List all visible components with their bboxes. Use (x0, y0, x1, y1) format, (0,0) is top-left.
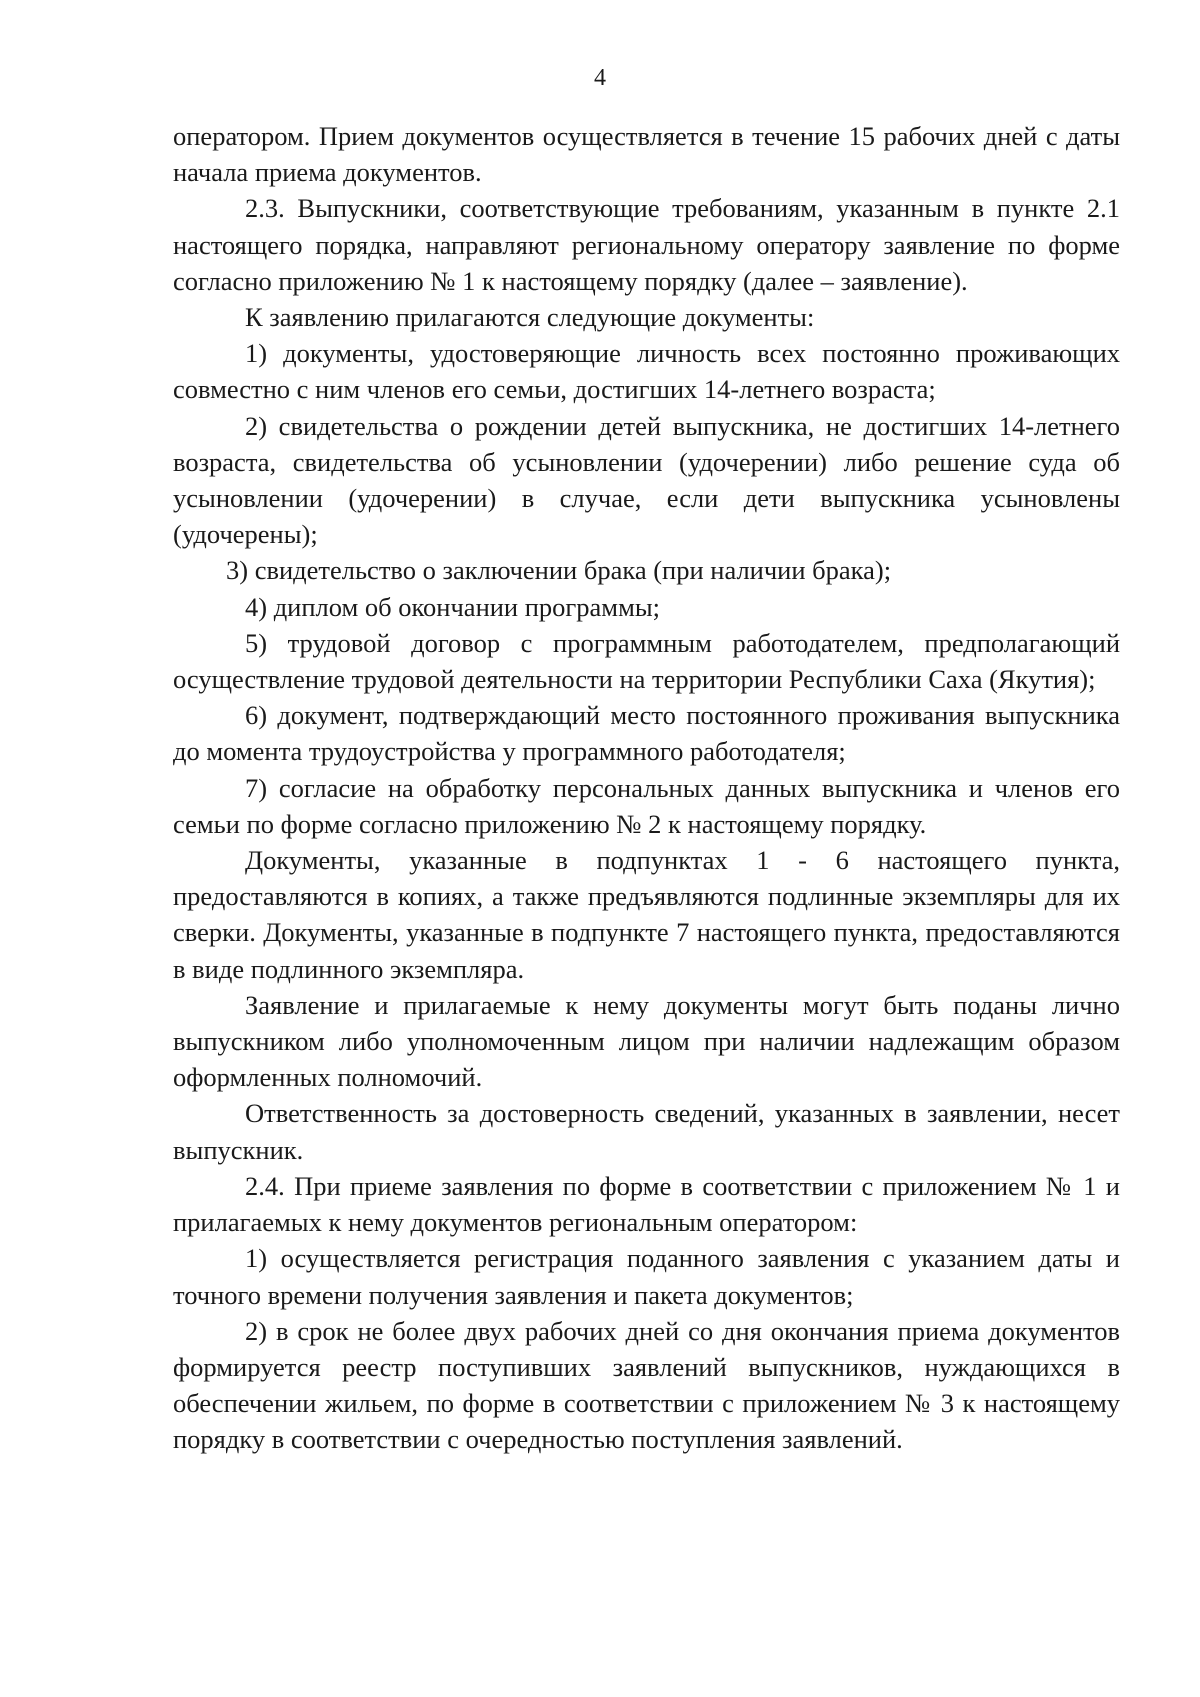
page-number: 4 (594, 65, 606, 91)
paragraph-continuation: оператором. Прием документов осуществляется в течение 15 рабочих дней с даты начала приема документов. (173, 121, 1120, 188)
document-body (173, 118, 1120, 1458)
paragraph-2-4-item-1: 1) осуществляется регистрация поданного заявления с указанием даты и точного времени получения заявления и пакета документов; (173, 1243, 1120, 1310)
list-item-3: 3) свидетельство о заключении брака (при наличии брака); (226, 555, 892, 586)
list-item-5: 5) трудовой договор с программным работодателем, предполагающий осуществление трудовой деятельности на территории Республики Саха (Якутия); (173, 627, 1120, 695)
list-item-2: 2) свидетельства о рождении детей выпускника, не достигших 14-летнего возраста, свидетельства об усыновлении (удочерении) либо решение суда об усыновлении (удочерении) в случае, если дети выпускника усыновлены (удочерены); (173, 410, 1120, 550)
paragraph-2-3: 2.3. Выпускники, соответствующие требованиям, указанным в пункте 2.1 настоящего порядка, направляют региональному оператору заявление по форме согласно приложению № 1 к настоящему порядку (далее – заявление). (173, 193, 1120, 296)
paragraph-2-4-item-2: 2) в срок не более двух рабочих дней со дня окончания приема документов формируется реестр поступивших заявлений выпускников, нуждающихся в обеспечении жильем, по форме в соответствии с приложением № 3 к настоящему порядку в соответствии с очередностью поступления заявлений. (173, 1315, 1120, 1455)
list-item-7: 7) согласие на обработку персональных данных выпускника и членов его семьи по форме согласно приложению № 2 к настоящему порядку. (173, 772, 1120, 839)
list-item-6: 6) документ, подтверждающий место постоянного проживания выпускника до момента трудоустройства у программного работодателя; (173, 700, 1120, 767)
list-item-1: 1) документы, удостоверяющие личность всех постоянно проживающих совместно с ним членов его семьи, достигших 14-летнего возраста; (173, 338, 1120, 405)
paragraph-responsibility: Ответственность за достоверность сведений, указанных в заявлении, несет выпускник. (173, 1098, 1120, 1165)
list-item-4: 4) диплом об окончании программы; (245, 591, 661, 622)
paragraph-copies: Документы, указанные в подпунктах 1 - 6 настоящего пункта, предоставляются в копиях, а также предъявляются подлинные экземпляры для их сверки. Документы, указанные в подпункте 7 настоящего пункта, предоставляются в виде подлинного экземпляра. (173, 845, 1120, 984)
paragraph-submission: Заявление и прилагаемые к нему документы могут быть поданы лично выпускником либо уполномоченным лицом при наличии надлежащим образом оформленных полномочий. (173, 989, 1120, 1093)
paragraph-attachments-intro: К заявлению прилагаются следующие документы: (245, 302, 815, 333)
paragraph-2-4: 2.4. При приеме заявления по форме в соответствии с приложением № 1 и прилагаемых к нему документов региональным оператором: (173, 1170, 1120, 1238)
